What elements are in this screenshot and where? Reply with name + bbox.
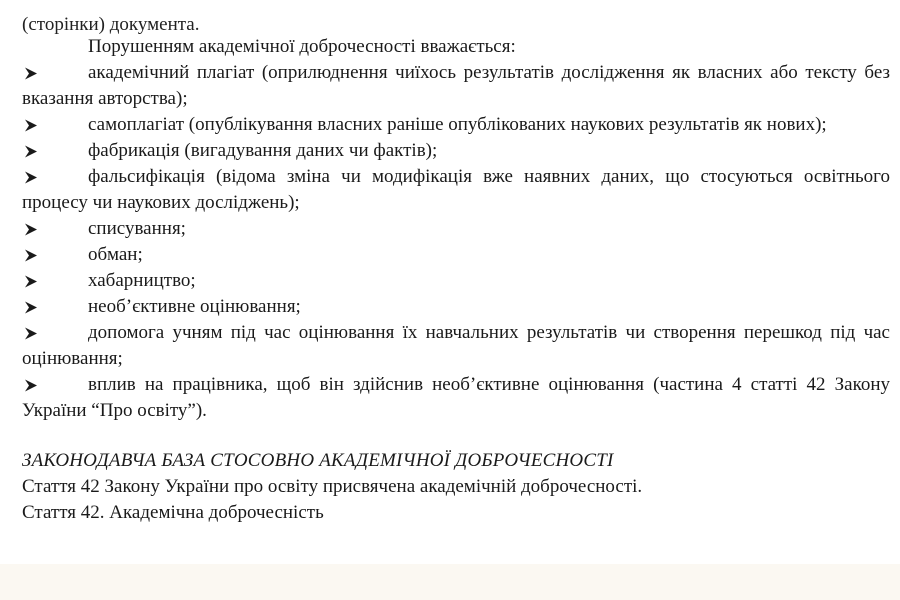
violations-list (22, 60, 890, 424)
list-item (22, 242, 890, 268)
arrowhead-bullet-icon (24, 164, 44, 190)
list-item-text: вплив на працівника, щоб він здійснив необ’єктивне оцінювання (частина 4 статті 42 Закону України “Про освіту”). (22, 374, 890, 421)
list-item-text: необ’єктивне оцінювання; (88, 296, 301, 317)
list-item-text: самоплагіат (опублікування власних раніше опублікованих наукових результатів як нових); (88, 114, 827, 135)
list-item (22, 164, 890, 216)
paragraph-gap (22, 424, 890, 448)
top-cropped-line (0, 0, 900, 34)
document-content (22, 34, 890, 526)
bottom-band (0, 564, 900, 600)
arrowhead-bullet-icon (24, 268, 44, 294)
arrowhead-bullet-icon (24, 216, 44, 242)
list-item (22, 60, 890, 112)
list-item (22, 216, 890, 242)
paragraph-1: Стаття 42 Закону України про освіту присвячена академічній доброчесності. (22, 476, 643, 497)
arrowhead-bullet-icon (24, 242, 44, 268)
section-heading: ЗАКОНОДАВЧА БАЗА СТОСОВНО АКАДЕМІЧНОЇ ДОБРОЧЕСНОСТІ (22, 450, 614, 471)
list-item-text: фабрикація (вигадування даних чи фактів); (88, 140, 438, 161)
list-item (22, 112, 890, 138)
intro-sentence: Порушенням академічної доброчесності вважається: (88, 36, 516, 57)
list-item (22, 294, 890, 320)
list-item (22, 268, 890, 294)
document-body (0, 34, 900, 564)
list-item (22, 320, 890, 372)
arrowhead-bullet-icon (24, 294, 44, 320)
arrowhead-bullet-icon (24, 372, 44, 398)
arrowhead-bullet-icon (24, 138, 44, 164)
list-item (22, 138, 890, 164)
list-item-text: академічний плагіат (оприлюднення чиїхось результатів дослідження як власних або тексту без вказання авторства); (22, 62, 890, 109)
arrowhead-bullet-icon (24, 112, 44, 138)
list-item-text: обман; (88, 244, 143, 265)
list-item-text: фальсифікація (відома зміна чи модифікація вже наявних даних, що стосуються освітнього процесу чи наукових досліджень); (22, 166, 890, 213)
list-item-text: списування; (88, 218, 186, 239)
arrowhead-bullet-icon (24, 60, 44, 86)
list-item (22, 372, 890, 424)
paragraph-2: Стаття 42. Академічна доброчесність (22, 502, 324, 523)
cropped-text: (сторінки) документа. (22, 14, 200, 34)
list-item-text: хабарництво; (88, 270, 196, 291)
list-item-text: допомога учням під час оцінювання їх навчальних результатів чи створення перешкод під час оцінювання; (22, 322, 890, 369)
arrowhead-bullet-icon (24, 320, 44, 346)
